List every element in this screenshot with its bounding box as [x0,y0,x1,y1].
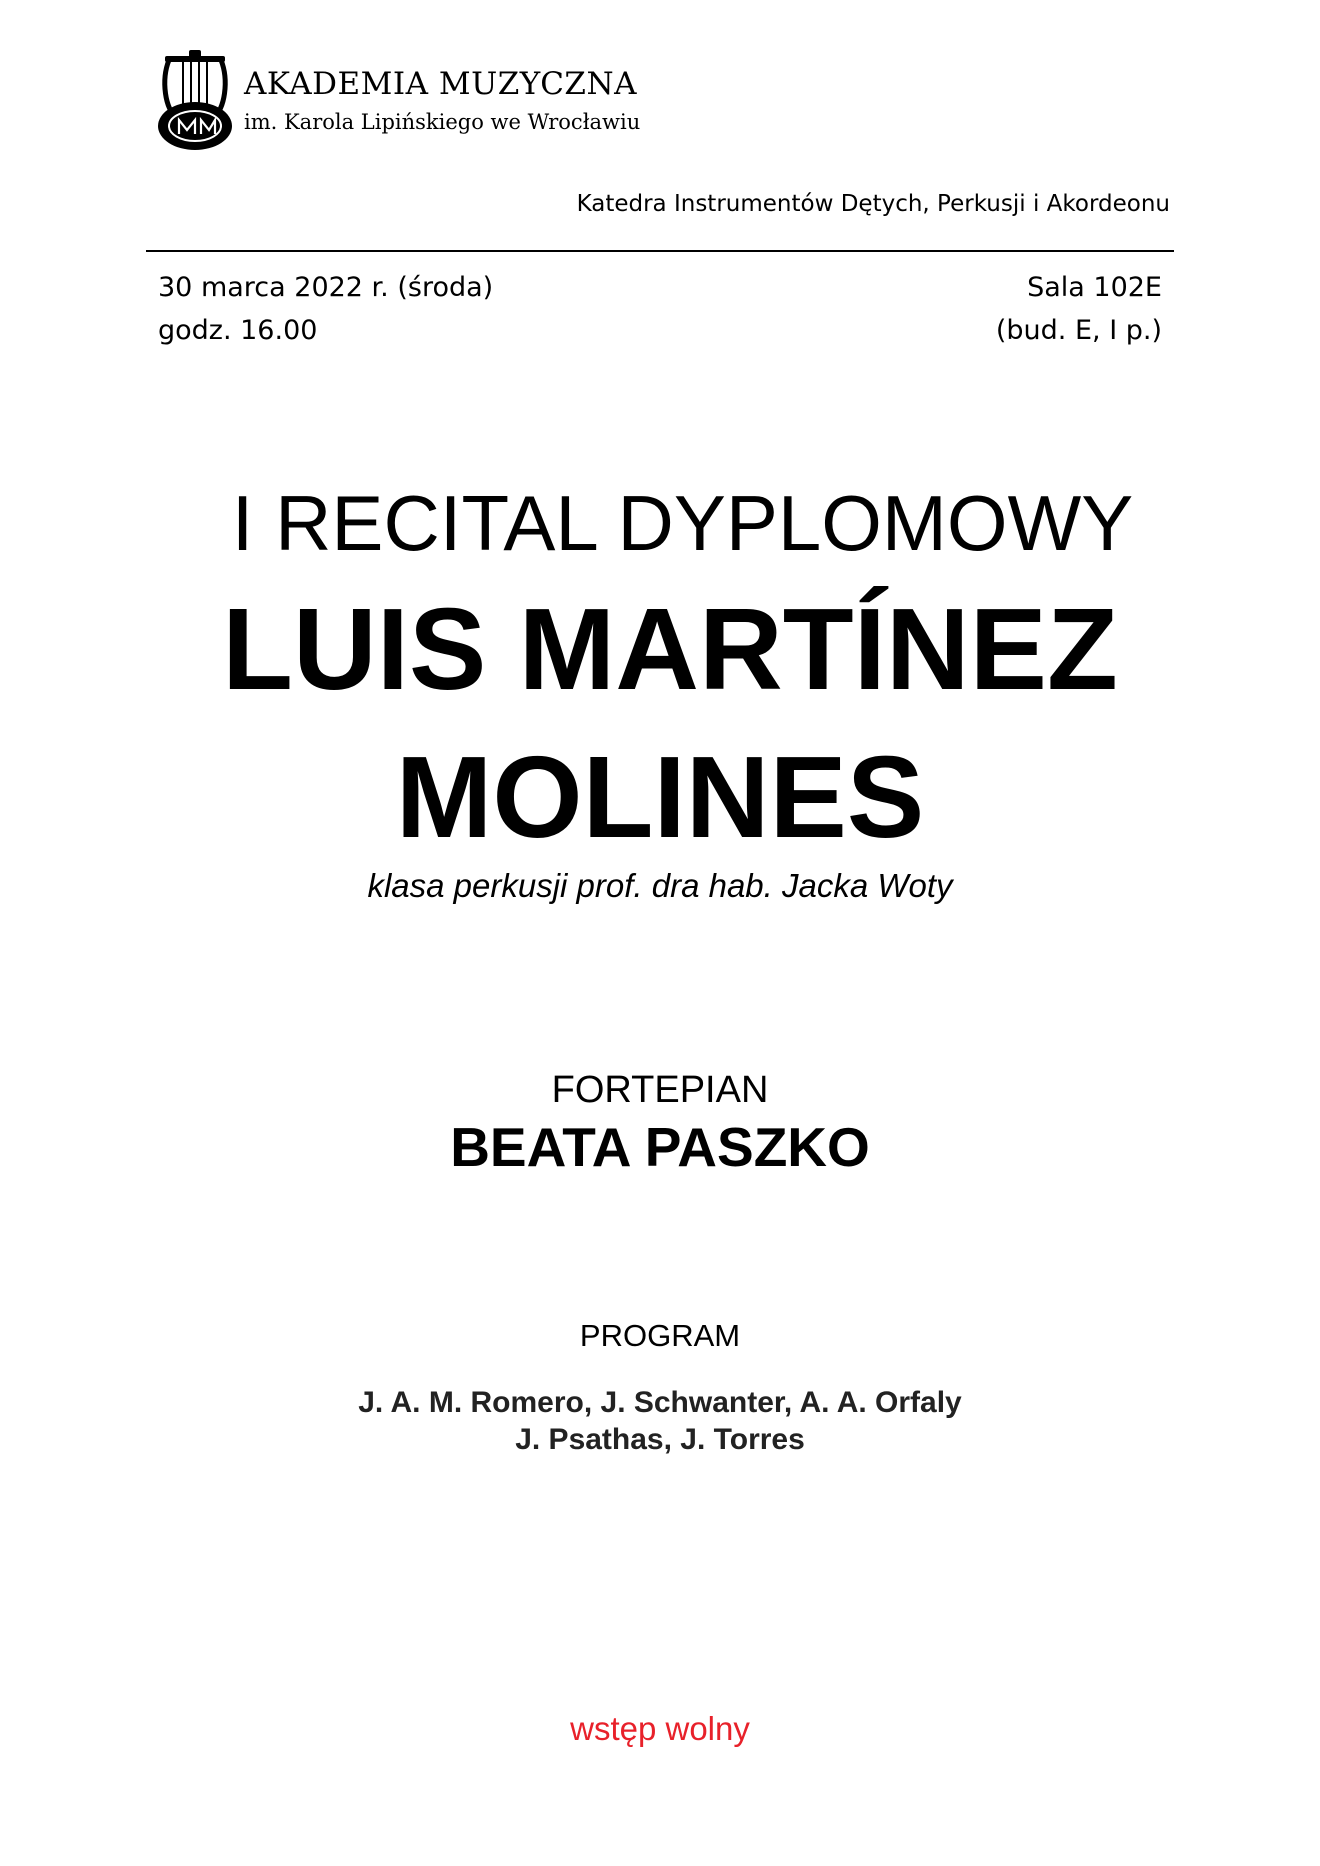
lyre-logo-icon [155,50,235,154]
performer-name-line1: LUIS MARTÍNEZ [222,584,1118,714]
department-name: Katedra Instrumentów Dętych, Perkusji i Akordeonu [576,191,1170,217]
event-time: godz. 16.00 [158,315,318,346]
event-datetime [158,266,493,352]
program-composers [0,1384,1320,1458]
class-note: klasa perkusji prof. dra hab. Jacka Woty [367,867,953,904]
header-divider [146,250,1174,252]
composers-line2: J. Psathas, J. Torres [515,1423,805,1456]
recital-title: I RECITAL DYPLOMOWY [231,479,1134,567]
free-entry-note: wstęp wolny [570,1710,750,1747]
event-room: Sala 102E [1027,272,1162,303]
accompanist-name: BEATA PASZKO [450,1116,870,1178]
event-date: 30 marca 2022 r. (środa) [158,272,494,303]
academy-name: AKADEMIA MUZYCZNA [244,66,637,102]
composers-line1: J. A. M. Romero, J. Schwanter, A. A. Orfaly [358,1386,962,1419]
accompanist-instrument: FORTEPIAN [551,1069,769,1111]
performer-name-line2: MOLINES [395,732,925,862]
program-label: PROGRAM [579,1318,741,1353]
event-location [996,266,1162,352]
academy-subtitle: im. Karola Lipińskiego we Wrocławiu [244,110,641,134]
event-building: (bud. E, I p.) [995,315,1162,346]
